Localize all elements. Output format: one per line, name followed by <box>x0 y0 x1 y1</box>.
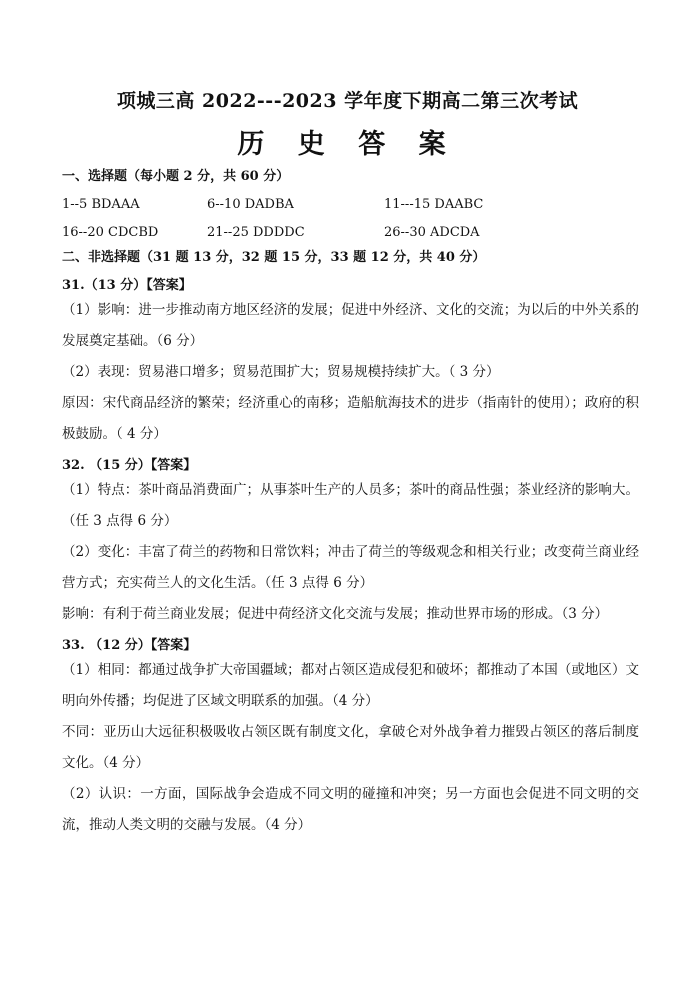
q31-answer-2: （2）表现：贸易港口增多；贸易范围扩大；贸易规模持续扩大。（ 3 分） <box>62 364 500 380</box>
mc-answer: 21--25 DDDDC <box>207 225 305 240</box>
section2-heading: 二、非选择题（31 题 13 分，32 题 15 分，33 题 12 分，共 40 分） <box>62 250 486 265</box>
mc-answer: 1--5 BDAAA <box>62 197 140 212</box>
exam-title: 项城三高 2022---2023 学年度下期高二第三次考试 <box>116 90 579 112</box>
q32-heading: 32. （15 分）【答案】 <box>62 458 197 473</box>
q32-answer-1: （1）特点：茶叶商品消费面广；从事茶叶生产的人员多；茶叶的商品性强；茶业经济的影响大。（任 3 点得 6 分） <box>62 482 639 529</box>
q32-answer-3: 影响：有利于荷兰商业发展；促进中荷经济文化交流与发展；推动世界市场的形成。（3 分） <box>62 606 609 622</box>
q31-heading: 31.（13 分）【答案】 <box>62 278 192 293</box>
q31-answer-1: （1）影响：进一步推动南方地区经济的发展；促进中外经济、文化的交流；为以后的中外关系的发展奠定基础。（6 分） <box>62 302 639 349</box>
q33-heading: 33. （12 分）【答案】 <box>62 638 197 653</box>
q33-answer-3: （2）认识：一方面，国际战争会造成不同文明的碰撞和冲突；另一方面也会促进不同文明的交流，推动人类文明的交融与发展。（4 分） <box>62 786 639 833</box>
mc-answer: 6--10 DADBA <box>207 197 294 212</box>
answer-content <box>62 168 639 841</box>
exam-subtitle: 历 史 答 案 <box>237 129 458 160</box>
q32-answer-2: （2）变化：丰富了荷兰的药物和日常饮料；冲击了荷兰的等级观念和相关行业；改变荷兰商业经营方式；充实荷兰人的文化生活。（任 3 点得 6 分） <box>62 544 639 591</box>
multiple-choice-answers <box>62 224 639 242</box>
q33-answer-1: （1）相同：都通过战争扩大帝国疆域；都对占领区造成侵犯和破坏；都推动了本国（或地区）文明向外传播；均促进了区域文明联系的加强。（4 分） <box>62 662 639 709</box>
multiple-choice-answers <box>62 196 639 214</box>
q31-answer-3: 原因：宋代商品经济的繁荣；经济重心的南移；造船航海技术的进步（指南针的使用）；政府的积极鼓励。（ 4 分） <box>62 395 639 442</box>
section1-heading: 一、选择题（每小题 2 分，共 60 分） <box>62 169 290 184</box>
mc-answer: 11---15 DAABC <box>384 197 484 212</box>
q33-answer-2: 不同：亚历山大远征积极吸收占领区既有制度文化，拿破仑对外战争着力摧毁占领区的落后制度文化。（4 分） <box>62 724 639 771</box>
mc-answer: 26--30 ADCDA <box>384 225 480 240</box>
mc-answer: 16--20 CDCBD <box>62 225 159 240</box>
